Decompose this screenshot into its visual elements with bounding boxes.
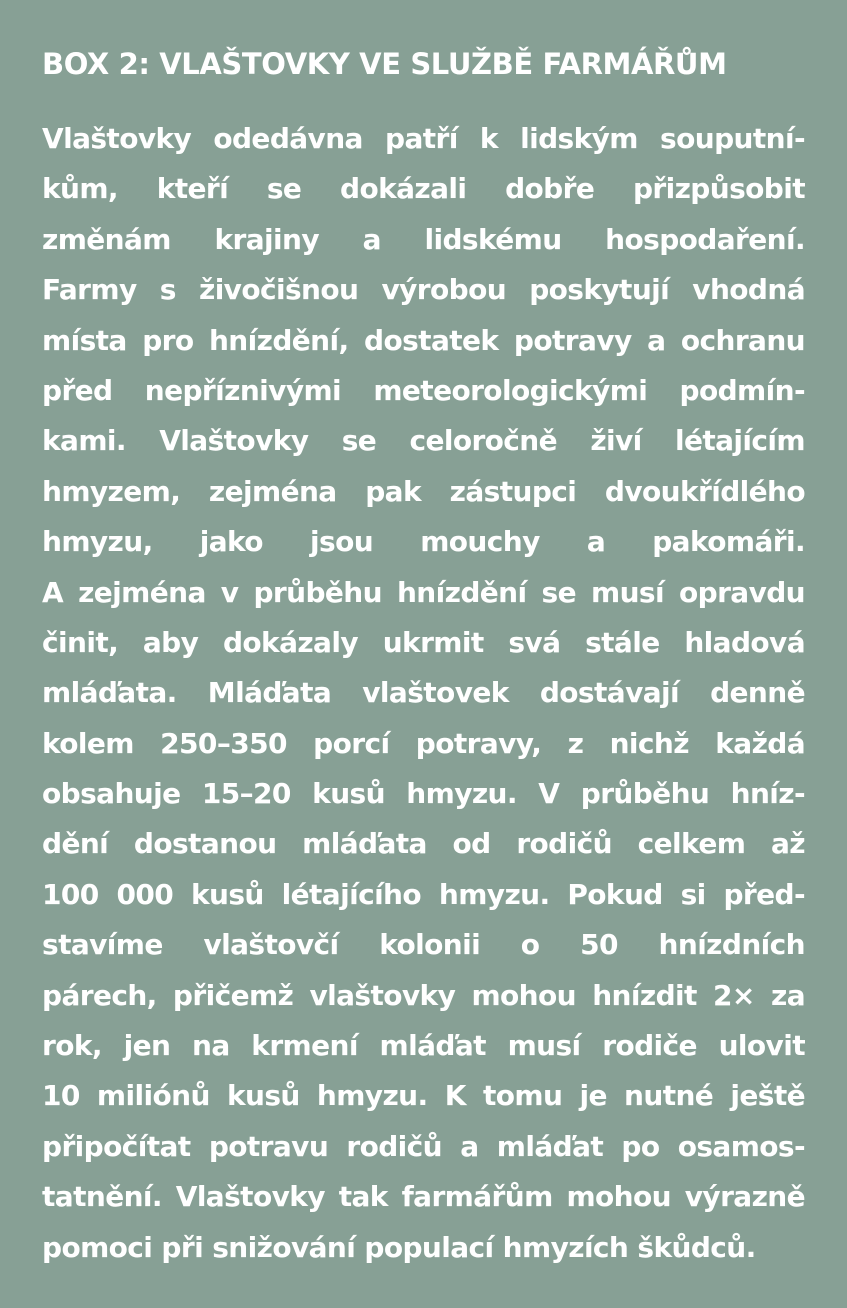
text-line: mláďata. Mláďata vlaštovek dostávají denně: [42, 676, 805, 710]
text-line: před nepříznivými meteorologickými podmín-: [42, 373, 805, 407]
text-line: kami. Vlaštovky se celoročně živí létajícím: [42, 424, 805, 458]
text-line: párech, přičemž vlaštovky mohou hnízdit 2× za: [42, 978, 805, 1012]
box-title: BOX 2: VLAŠTOVKY VE SLUŽBĚ FARMÁŘŮM: [42, 47, 727, 81]
text-line: rok, jen na krmení mláďat musí rodiče ulovit: [42, 1029, 805, 1063]
text-line: stavíme vlaštovčí kolonii o 50 hnízdních: [42, 928, 805, 962]
text-line: 10 miliónů kusů hmyzu. K tomu je nutné ještě: [42, 1079, 805, 1113]
text-line: obsahuje 15–20 kusů hmyzu. V průběhu hníz-: [42, 777, 805, 811]
text-line: Vlaštovky odedávna patří k lidským souputní-: [42, 122, 805, 155]
text-line: dění dostanou mláďata od rodičů celkem až: [42, 827, 805, 861]
text-line: připočítat potravu rodičů a mláďat po osamos-: [42, 1129, 805, 1163]
text-line: hmyzu, jako jsou mouchy a pakomáři.: [42, 525, 805, 559]
text-line: kům, kteří se dokázali dobře přizpůsobit: [42, 172, 805, 206]
text-line: činit, aby dokázaly ukrmit svá stále hladová: [42, 625, 805, 659]
text-line: hmyzem, zejména pak zástupci dvoukřídlého: [42, 474, 805, 508]
text-line: místa pro hnízdění, dostatek potravy a ochranu: [42, 323, 805, 357]
text-line: Farmy s živočišnou výrobou poskytují vhodná: [42, 273, 805, 307]
text-line: kolem 250–350 porcí potravy, z nichž každá: [42, 726, 805, 760]
text-line: A zejména v průběhu hnízdění se musí opravdu: [42, 575, 805, 609]
text-line: 100 000 kusů létajícího hmyzu. Pokud si před-: [42, 877, 805, 911]
text-line: pomoci při snižování populací hmyzích škůdců.: [42, 1230, 756, 1264]
text-line: tatnění. Vlaštovky tak farmářům mohou výrazně: [42, 1180, 805, 1214]
text-line: změnám krajiny a lidskému hospodaření.: [42, 222, 805, 256]
box-text: [42, 114, 805, 1273]
